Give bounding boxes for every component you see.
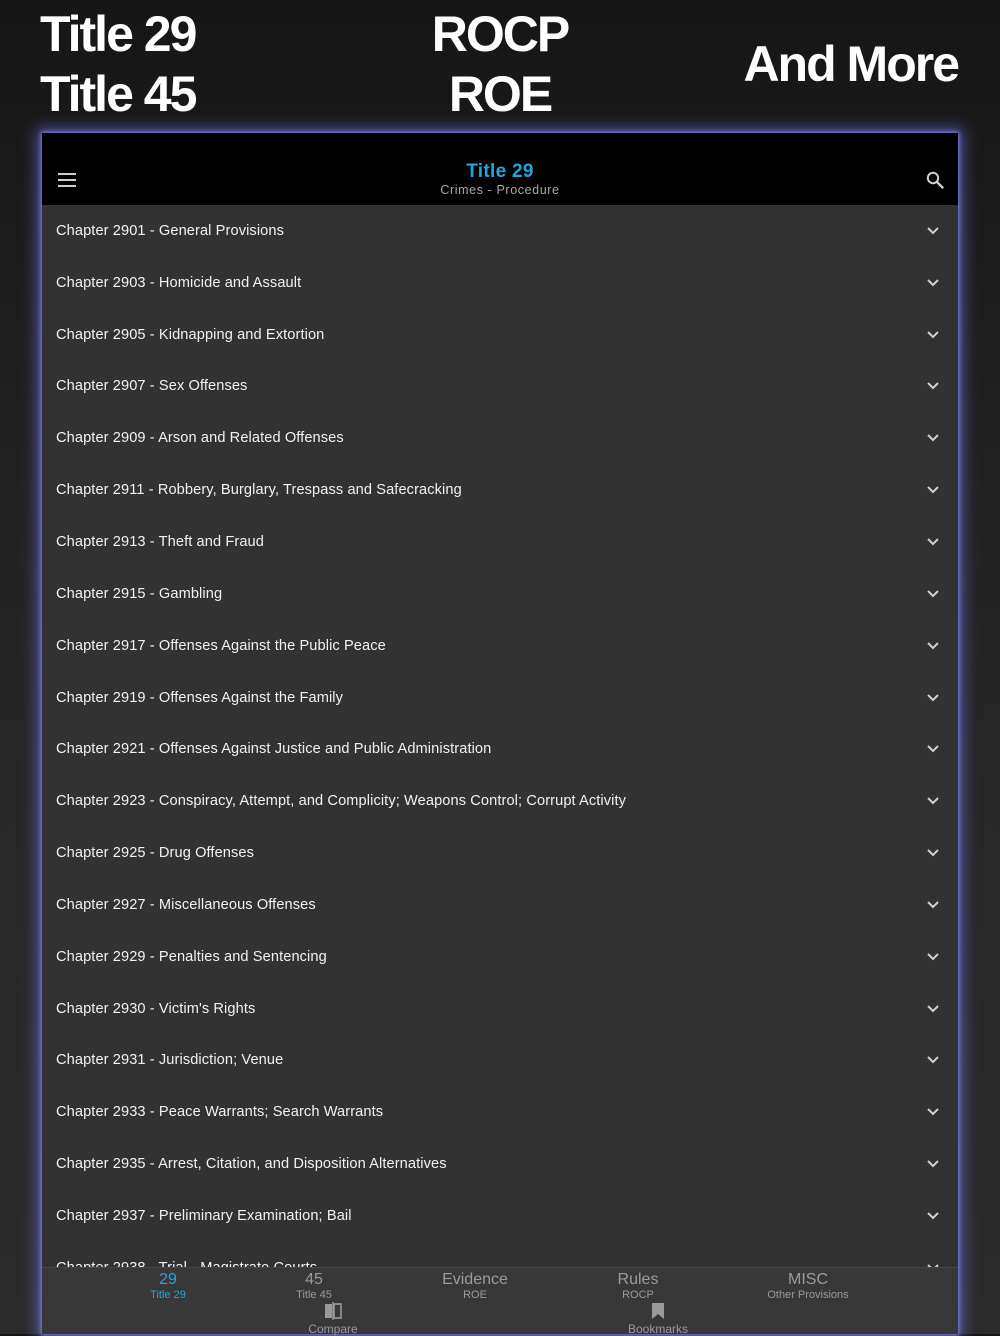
chapter-label: Chapter 2909 - Arson and Related Offenses	[56, 430, 344, 447]
tab-sub-label: Title 45	[296, 1289, 332, 1301]
chevron-down-icon[interactable]	[926, 433, 940, 443]
promo-banner	[0, 0, 1000, 132]
tab-number-label: 45	[305, 1271, 323, 1288]
tab-title-29[interactable]	[93, 1271, 243, 1302]
chapter-label: Chapter 2917 - Offenses Against the Public Peace	[56, 637, 386, 654]
chevron-down-icon[interactable]	[926, 900, 940, 910]
promo-center-line-2: ROE	[448, 66, 552, 122]
tab-number-label: 29	[159, 1271, 177, 1288]
chevron-down-icon[interactable]	[926, 744, 940, 754]
chapter-label: Chapter 2933 - Peace Warrants; Search Warrants	[56, 1104, 384, 1121]
chevron-down-icon[interactable]	[926, 226, 940, 236]
chapter-row[interactable]	[42, 672, 958, 724]
tab-number-label: Evidence	[442, 1271, 508, 1288]
promo-left-text	[40, 4, 195, 124]
chevron-down-icon[interactable]	[926, 1004, 940, 1014]
chapter-label: Chapter 2935 - Arrest, Citation, and Disposition Alternatives	[56, 1156, 447, 1173]
chapter-label: Chapter 2915 - Gambling	[56, 585, 223, 602]
chapter-row[interactable]	[42, 412, 958, 464]
chapter-label: Chapter 2930 - Victim's Rights	[56, 1000, 256, 1017]
tab-sub-label: Title 29	[150, 1289, 186, 1301]
chapter-label: Chapter 2925 - Drug Offenses	[56, 845, 255, 862]
chapter-label: Chapter 2907 - Sex Offenses	[56, 378, 248, 395]
chapter-row[interactable]	[42, 775, 958, 827]
chapter-row[interactable]	[42, 827, 958, 879]
chapter-row[interactable]	[42, 516, 958, 568]
chapter-row[interactable]	[42, 1138, 958, 1190]
promo-left-line-1: Title 29	[40, 6, 196, 62]
chapter-row[interactable]	[42, 568, 958, 620]
chapter-row[interactable]	[42, 309, 958, 361]
compare-label: Compare	[308, 1322, 358, 1336]
page-subtitle: Crimes - Procedure	[440, 183, 560, 197]
chevron-down-icon[interactable]	[926, 537, 940, 547]
chapter-row[interactable]	[42, 464, 958, 516]
chapter-row[interactable]	[42, 931, 958, 983]
bookmark-icon	[583, 1302, 733, 1320]
tab-sub-label: ROCP	[622, 1289, 654, 1301]
chevron-down-icon[interactable]	[926, 381, 940, 391]
chevron-down-icon[interactable]	[926, 952, 940, 962]
chevron-down-icon[interactable]	[926, 1159, 940, 1169]
chapter-label: Chapter 2921 - Offenses Against Justice and Public Administration	[56, 741, 492, 758]
tab-roe[interactable]	[400, 1271, 550, 1302]
chevron-down-icon[interactable]	[926, 485, 940, 495]
chapter-label: Chapter 2937 - Preliminary Examination; Bail	[56, 1207, 352, 1224]
chapter-label: Chapter 2919 - Offenses Against the Family	[56, 689, 344, 706]
promo-center-text	[432, 4, 568, 124]
chevron-down-icon[interactable]	[926, 1211, 940, 1221]
chapter-row[interactable]	[42, 723, 958, 775]
chapter-row[interactable]	[42, 361, 958, 413]
chapter-label: Chapter 2913 - Theft and Fraud	[56, 533, 264, 550]
chapter-label: Chapter 2927 - Miscellaneous Offenses	[56, 896, 316, 913]
chapter-label: Chapter 2931 - Jurisdiction; Venue	[56, 1052, 284, 1069]
chevron-down-icon[interactable]	[926, 1107, 940, 1117]
chapter-label: Chapter 2905 - Kidnapping and Extortion	[56, 326, 325, 343]
chapter-label: Chapter 2911 - Robbery, Burglary, Trespass and Safecracking	[56, 482, 462, 499]
chapter-row[interactable]	[42, 257, 958, 309]
tab-number-label: MISC	[788, 1271, 828, 1288]
chapter-row[interactable]	[42, 983, 958, 1035]
tab-rocp[interactable]	[563, 1271, 713, 1302]
page-title: Title 29	[466, 161, 534, 182]
bookmarks-label: Bookmarks	[627, 1322, 689, 1336]
tab-title-45[interactable]	[239, 1271, 389, 1302]
chevron-down-icon[interactable]	[926, 641, 940, 651]
tab-other-provisions[interactable]	[733, 1271, 883, 1302]
tab-sub-label: ROE	[463, 1289, 487, 1301]
search-icon[interactable]	[924, 169, 946, 191]
promo-center-line-1: ROCP	[431, 6, 569, 62]
chevron-down-icon[interactable]	[926, 330, 940, 340]
chapter-row[interactable]	[42, 1190, 958, 1242]
compare-icon	[258, 1302, 408, 1320]
chapter-row[interactable]	[42, 1035, 958, 1087]
chevron-down-icon[interactable]	[926, 278, 940, 288]
chapter-row[interactable]	[42, 620, 958, 672]
chapter-label: Chapter 2901 - General Provisions	[56, 222, 284, 239]
chapter-row[interactable]	[42, 879, 958, 931]
chevron-down-icon[interactable]	[926, 796, 940, 806]
app-window	[42, 133, 958, 1334]
promo-right-text: And More	[743, 36, 958, 92]
chapter-row[interactable]	[42, 1086, 958, 1138]
chevron-down-icon[interactable]	[926, 848, 940, 858]
tab-sub-label: Other Provisions	[767, 1289, 849, 1301]
chapter-label: Chapter 2923 - Conspiracy, Attempt, and Complicity; Weapons Control; Corrupt Activity	[56, 793, 627, 810]
chapter-label: Chapter 2903 - Homicide and Assault	[56, 274, 302, 291]
bottom-tab-bar	[42, 1267, 958, 1334]
tab-number-label: Rules	[617, 1271, 659, 1288]
chapter-list	[42, 205, 958, 1267]
app-bar	[42, 133, 958, 205]
bookmarks-button[interactable]	[583, 1302, 733, 1336]
chevron-down-icon[interactable]	[926, 693, 940, 703]
compare-button[interactable]	[258, 1302, 408, 1336]
chevron-down-icon[interactable]	[926, 1055, 940, 1065]
chapter-row[interactable]	[42, 205, 958, 257]
chapter-label: Chapter 2929 - Penalties and Sentencing	[56, 948, 327, 965]
promo-left-line-2: Title 45	[40, 66, 196, 122]
chevron-down-icon[interactable]	[926, 589, 940, 599]
